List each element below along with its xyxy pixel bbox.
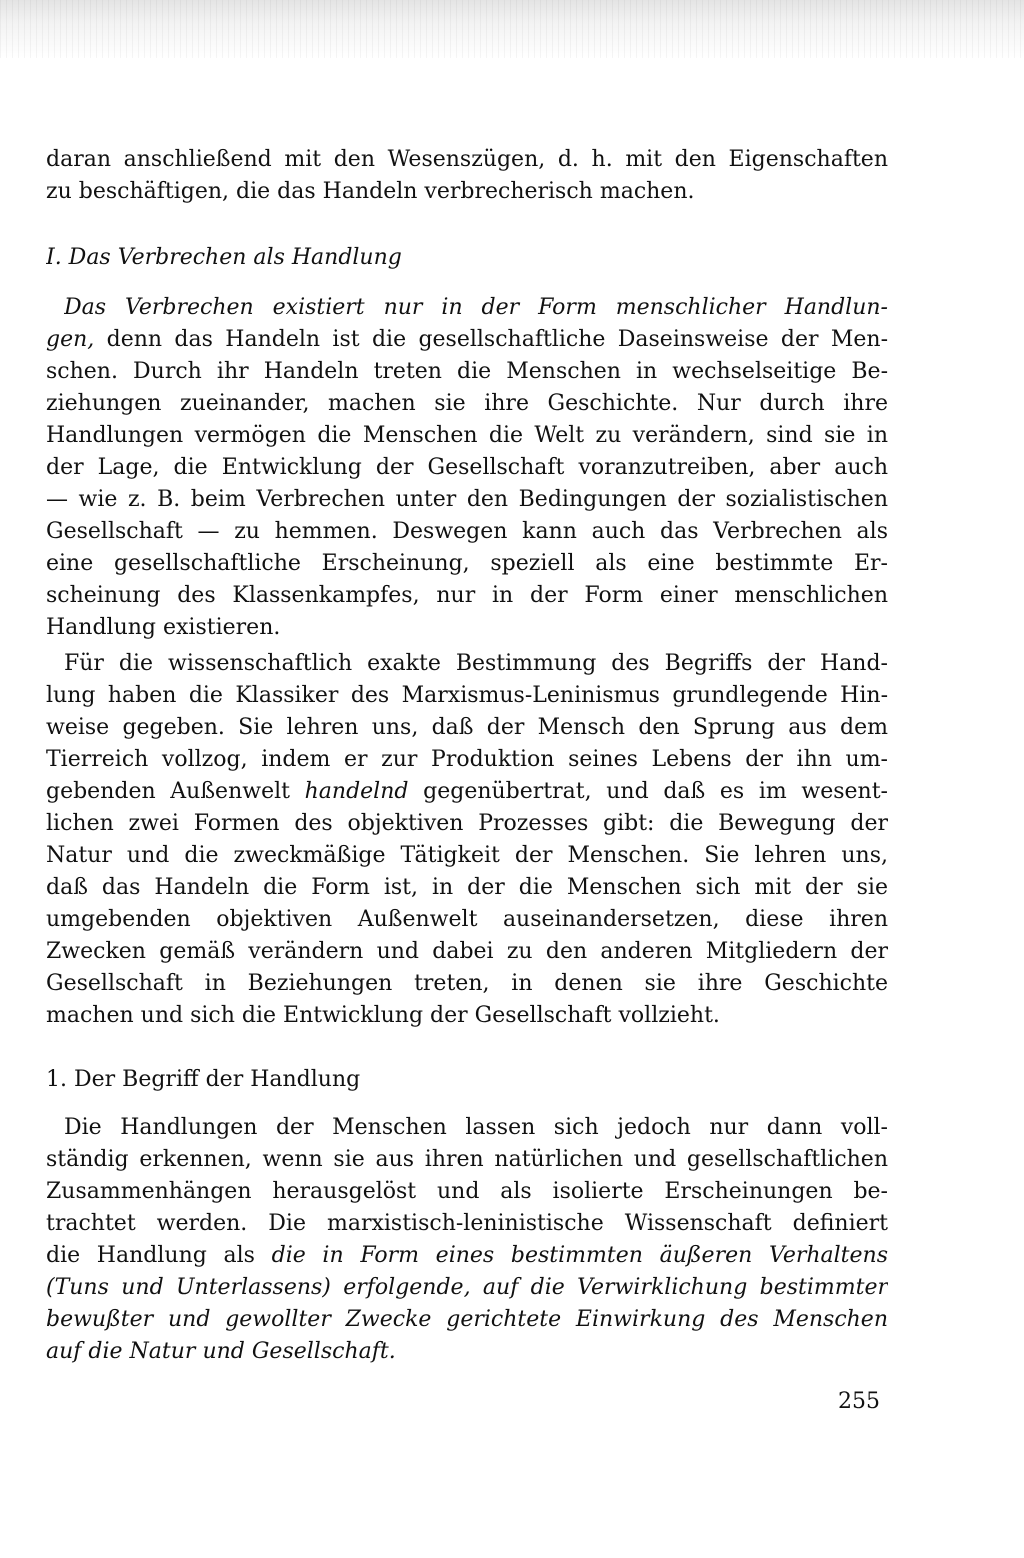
para1-line: eine gesellschaftliche Erscheinung, speziell als eine bestimmte Er- (46, 551, 888, 576)
para2-line: Zwecken gemäß verändern und dabei zu den anderen Mitgliedern der (46, 939, 888, 964)
page-number: 255 (838, 1389, 880, 1414)
para2-line: daß das Handeln die Form ist, in der die Menschen sich mit der sie (46, 875, 888, 900)
para2-line: umgebenden objektiven Außenwelt auseinandersetzen, diese ihren (46, 907, 888, 932)
para2-line: weise gegeben. Sie lehren uns, daß der Mensch den Sprung aus dem (46, 715, 888, 740)
text-run: gebenden Außenwelt (46, 779, 305, 804)
para3-line: ständig erkennen, wenn sie aus ihren natürlichen und gesellschaftlichen (46, 1147, 888, 1172)
para1-line: der Lage, die Entwicklung der Gesellschaft voranzutreiben, aber auch (46, 455, 888, 480)
text-run: gegenübertrat, und daß es im wesent- (408, 779, 888, 804)
para2-line: lichen zwei Formen des objektiven Prozesses gibt: die Bewegung der (46, 811, 888, 836)
para1-line: Das Verbrechen existiert nur in der Form menschlicher Handlun- (64, 295, 888, 320)
para1-line: — wie z. B. beim Verbrechen unter den Bedingungen der sozialistischen (46, 487, 888, 512)
para3-line (46, 1240, 888, 1272)
para3-line: Zusammenhängen herausgelöst und als isolierte Erscheinungen be- (46, 1179, 888, 1204)
intro-line: daran anschließend mit den Wesenszügen, d. h. mit den Eigenschaften (46, 147, 888, 172)
emphasis: handelnd (304, 779, 409, 804)
para3-line: auf die Natur und Gesellschaft. (46, 1339, 396, 1364)
para3-line: trachtet werden. Die marxistisch-leninistische Wissenschaft definiert (46, 1211, 888, 1236)
para1-line: Gesellschaft — zu hemmen. Deswegen kann auch das Verbrechen als (46, 519, 888, 544)
emphasis: gen, (46, 327, 95, 352)
para3-line: Die Handlungen der Menschen lassen sich jedoch nur dann voll- (64, 1115, 888, 1140)
para1-line: ziehungen zueinander, machen sie ihre Geschichte. Nur durch ihre (46, 391, 888, 416)
para2-line: Gesellschaft in Beziehungen treten, in denen sie ihre Geschichte (46, 971, 888, 996)
scan-edge (0, 0, 1024, 58)
para2-line: machen und sich die Entwicklung der Gesellschaft vollzieht. (46, 1003, 720, 1028)
para1-line: scheinung des Klassenkampfes, nur in der Form einer menschlichen (46, 583, 888, 608)
para1-line: Handlung existieren. (46, 615, 281, 640)
text-run: denn das Handeln ist die gesellschaftliche Daseinsweise der Men- (94, 327, 888, 352)
emphasis: die in Form eines bestimmten äußeren Verhaltens (271, 1243, 888, 1268)
para3-line: bewußter und gewollter Zwecke gerichtete Einwirkung des Menschen (46, 1307, 888, 1332)
para2-line: Natur und die zweckmäßige Tätigkeit der Menschen. Sie lehren uns, (46, 843, 888, 868)
para3-line: (Tuns und Unterlassens) erfolgende, auf die Verwirklichung bestimmter (46, 1275, 888, 1300)
text-run: die Handlung als (46, 1243, 272, 1268)
para2-line: Tierreich vollzog, indem er zur Produktion seines Lebens der ihn um- (46, 747, 888, 772)
subsection-heading: 1. Der Begriff der Handlung (46, 1067, 361, 1092)
para2-line: Für die wissenschaftlich exakte Bestimmung des Begriffs der Hand- (64, 651, 888, 676)
para1-line: schen. Durch ihr Handeln treten die Menschen in wechselseitige Be- (46, 359, 888, 384)
section-heading: I. Das Verbrechen als Handlung (46, 245, 402, 270)
para1-line: Handlungen vermögen die Menschen die Welt zu verändern, sind sie in (46, 423, 888, 448)
para1-line (46, 324, 888, 356)
para2-line: lung haben die Klassiker des Marxismus-Leninismus grundlegende Hin- (46, 683, 888, 708)
intro-line: zu beschäftigen, die das Handeln verbrecherisch machen. (46, 179, 695, 204)
para2-line (46, 776, 888, 808)
